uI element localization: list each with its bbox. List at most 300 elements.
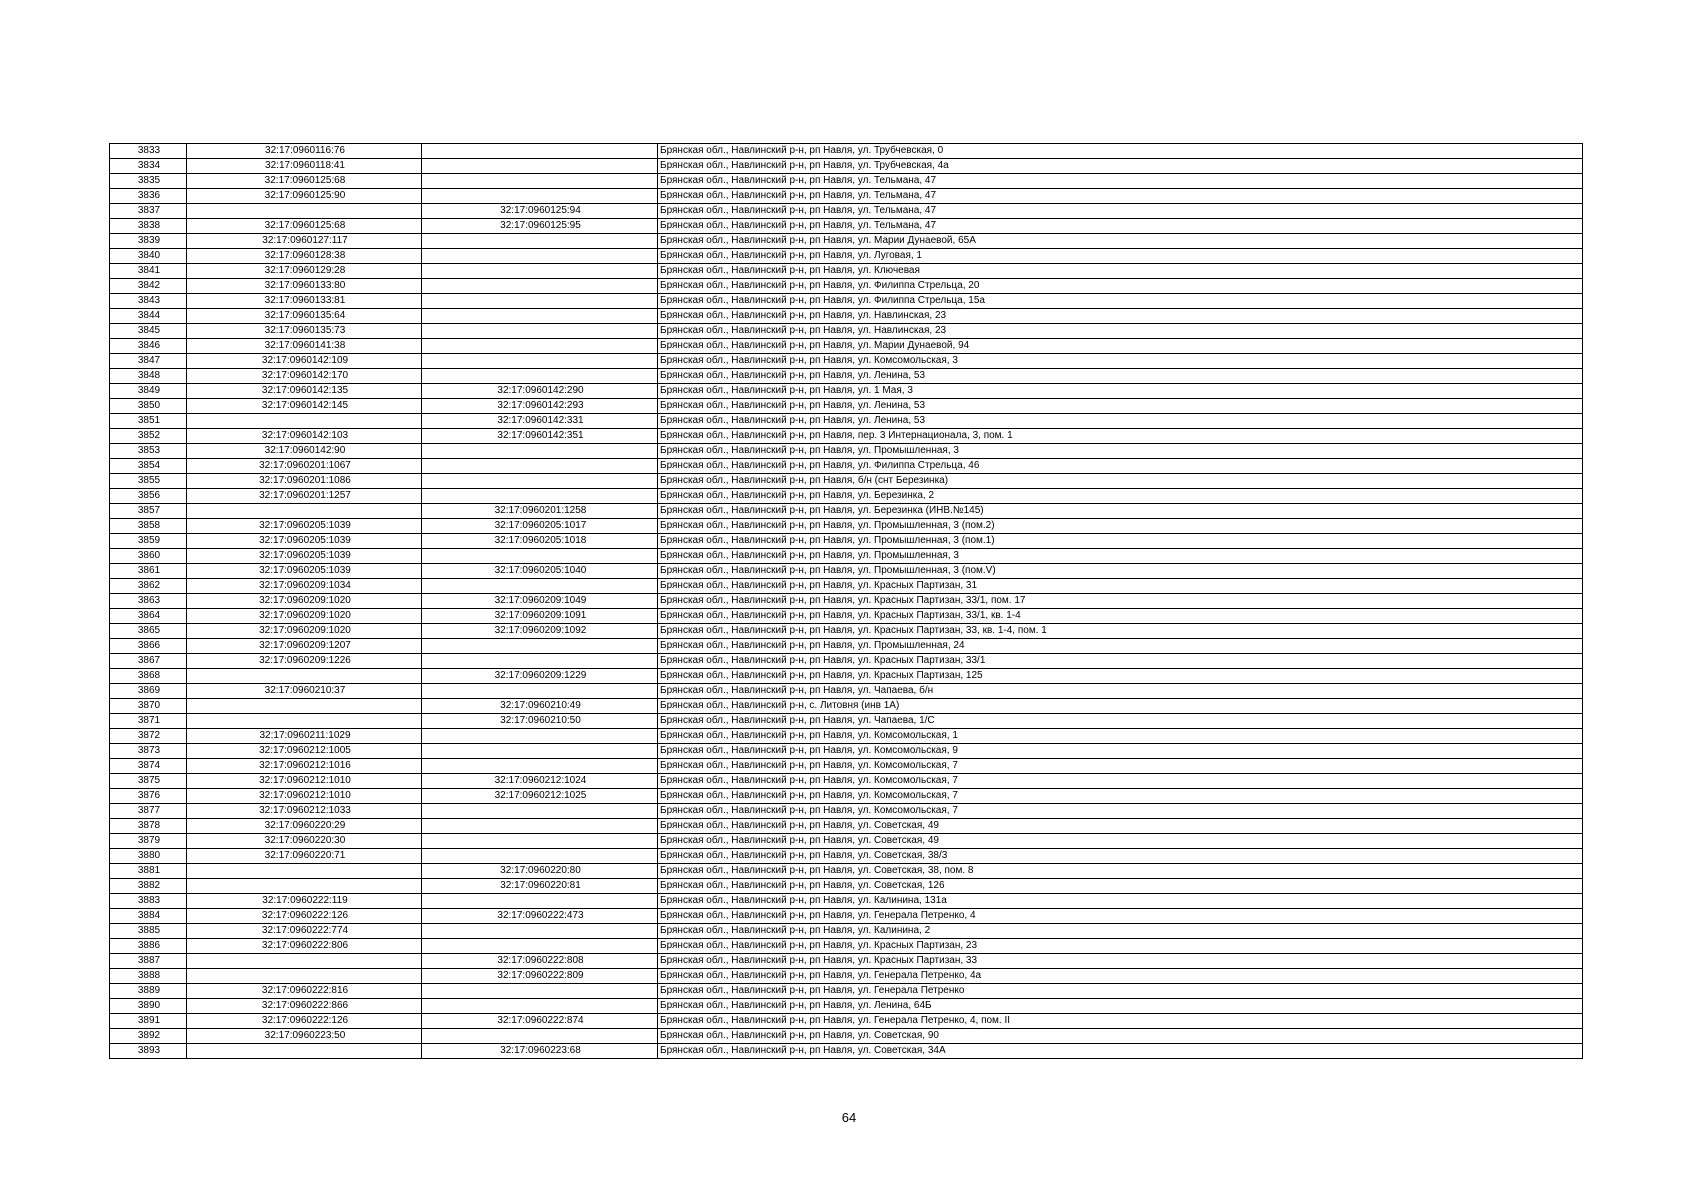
address-cell: Брянская обл., Навлинский р-н, рп Навля, ул. Марии Дунаевой, 94 [658, 339, 1583, 354]
row-number-cell: 3861 [110, 564, 187, 579]
address-cell: Брянская обл., Навлинский р-н, рп Навля, ул. Комсомольская, 1 [658, 729, 1583, 744]
row-number-cell: 3851 [110, 414, 187, 429]
row-number-cell: 3891 [110, 1014, 187, 1029]
linked-cadastral-number-cell [422, 489, 658, 504]
linked-cadastral-number-cell: 32:17:0960142:293 [422, 399, 658, 414]
linked-cadastral-number-cell [422, 324, 658, 339]
table-row [110, 744, 1583, 759]
linked-cadastral-number-cell: 32:17:0960142:351 [422, 429, 658, 444]
row-number-cell: 3841 [110, 264, 187, 279]
address-cell: Брянская обл., Навлинский р-н, рп Навля, ул. Промышленная, 24 [658, 639, 1583, 654]
cadastral-number-cell: 32:17:0960142:103 [187, 429, 422, 444]
table-row [110, 639, 1583, 654]
table-row [110, 894, 1583, 909]
table-row [110, 924, 1583, 939]
cadastral-number-cell [187, 879, 422, 894]
linked-cadastral-number-cell [422, 639, 658, 654]
table-row [110, 519, 1583, 534]
row-number-cell: 3853 [110, 444, 187, 459]
table-row [110, 969, 1583, 984]
row-number-cell: 3866 [110, 639, 187, 654]
row-number-cell: 3893 [110, 1044, 187, 1059]
cadastral-number-cell: 32:17:0960222:866 [187, 999, 422, 1014]
row-number-cell: 3848 [110, 369, 187, 384]
table-row [110, 264, 1583, 279]
address-cell: Брянская обл., Навлинский р-н, рп Навля, ул. Промышленная, 3 [658, 444, 1583, 459]
table-row [110, 804, 1583, 819]
address-cell: Брянская обл., Навлинский р-н, рп Навля, ул. Комсомольская, 7 [658, 804, 1583, 819]
address-cell: Брянская обл., Навлинский р-н, рп Навля, ул. Тельмана, 47 [658, 219, 1583, 234]
row-number-cell: 3865 [110, 624, 187, 639]
address-cell: Брянская обл., Навлинский р-н, рп Навля, ул. Ленина, 53 [658, 399, 1583, 414]
row-number-cell: 3856 [110, 489, 187, 504]
cadastral-number-cell: 32:17:0960212:1005 [187, 744, 422, 759]
cadastral-number-cell: 32:17:0960141:38 [187, 339, 422, 354]
table-row [110, 1014, 1583, 1029]
linked-cadastral-number-cell: 32:17:0960209:1092 [422, 624, 658, 639]
address-cell: Брянская обл., Навлинский р-н, рп Навля, ул. Навлинская, 23 [658, 324, 1583, 339]
cadastral-number-cell: 32:17:0960222:774 [187, 924, 422, 939]
linked-cadastral-number-cell: 32:17:0960205:1040 [422, 564, 658, 579]
cadastral-number-cell: 32:17:0960129:28 [187, 264, 422, 279]
row-number-cell: 3839 [110, 234, 187, 249]
cadastral-number-cell: 32:17:0960209:1020 [187, 624, 422, 639]
row-number-cell: 3849 [110, 384, 187, 399]
address-cell: Брянская обл., Навлинский р-н, рп Навля, ул. Красных Партизан, 125 [658, 669, 1583, 684]
cadastral-number-cell: 32:17:0960201:1086 [187, 474, 422, 489]
cadastral-number-cell: 32:17:0960211:1029 [187, 729, 422, 744]
cadastral-number-cell: 32:17:0960209:1207 [187, 639, 422, 654]
cadastral-number-cell: 32:17:0960210:37 [187, 684, 422, 699]
row-number-cell: 3837 [110, 204, 187, 219]
address-cell: Брянская обл., Навлинский р-н, рп Навля, ул. Филиппа Стрельца, 46 [658, 459, 1583, 474]
row-number-cell: 3862 [110, 579, 187, 594]
row-number-cell: 3874 [110, 759, 187, 774]
table-row [110, 729, 1583, 744]
linked-cadastral-number-cell: 32:17:0960209:1229 [422, 669, 658, 684]
linked-cadastral-number-cell [422, 984, 658, 999]
linked-cadastral-number-cell: 32:17:0960125:94 [422, 204, 658, 219]
cadastral-number-cell: 32:17:0960142:90 [187, 444, 422, 459]
table-row [110, 594, 1583, 609]
address-cell: Брянская обл., Навлинский р-н, рп Навля, ул. Калинина, 2 [658, 924, 1583, 939]
cadastral-number-cell: 32:17:0960205:1039 [187, 519, 422, 534]
row-number-cell: 3855 [110, 474, 187, 489]
row-number-cell: 3885 [110, 924, 187, 939]
table-row [110, 819, 1583, 834]
address-cell: Брянская обл., Навлинский р-н, с. Литовня (инв 1А) [658, 699, 1583, 714]
table-row [110, 174, 1583, 189]
linked-cadastral-number-cell [422, 654, 658, 669]
row-number-cell: 3860 [110, 549, 187, 564]
linked-cadastral-number-cell [422, 474, 658, 489]
address-cell: Брянская обл., Навлинский р-н, рп Навля, ул. Комсомольская, 7 [658, 774, 1583, 789]
address-cell: Брянская обл., Навлинский р-н, рп Навля, ул. Советская, 38/3 [658, 849, 1583, 864]
linked-cadastral-number-cell [422, 369, 658, 384]
table-row [110, 714, 1583, 729]
address-cell: Брянская обл., Навлинский р-н, рп Навля, ул. Красных Партизан, 33/1 [658, 654, 1583, 669]
table-row [110, 399, 1583, 414]
address-cell: Брянская обл., Навлинский р-н, рп Навля, ул. Марии Дунаевой, 65А [658, 234, 1583, 249]
row-number-cell: 3859 [110, 534, 187, 549]
address-cell: Брянская обл., Навлинский р-н, рп Навля, ул. Советская, 49 [658, 819, 1583, 834]
row-number-cell: 3876 [110, 789, 187, 804]
linked-cadastral-number-cell: 32:17:0960220:81 [422, 879, 658, 894]
page-number: 64 [841, 1110, 857, 1125]
row-number-cell: 3867 [110, 654, 187, 669]
linked-cadastral-number-cell: 32:17:0960220:80 [422, 864, 658, 879]
table-row [110, 384, 1583, 399]
row-number-cell: 3833 [110, 144, 187, 159]
cadastral-number-cell [187, 969, 422, 984]
row-number-cell: 3857 [110, 504, 187, 519]
row-number-cell: 3852 [110, 429, 187, 444]
cadastral-number-cell: 32:17:0960133:81 [187, 294, 422, 309]
cadastral-number-cell: 32:17:0960125:90 [187, 189, 422, 204]
linked-cadastral-number-cell: 32:17:0960210:50 [422, 714, 658, 729]
address-cell: Брянская обл., Навлинский р-н, рп Навля, ул. Промышленная, 3 [658, 549, 1583, 564]
row-number-cell: 3835 [110, 174, 187, 189]
cadastral-number-cell: 32:17:0960135:64 [187, 309, 422, 324]
table-row [110, 699, 1583, 714]
cadastral-number-cell: 32:17:0960212:1016 [187, 759, 422, 774]
address-cell: Брянская обл., Навлинский р-н, рп Навля, ул. Комсомольская, 9 [658, 744, 1583, 759]
cadastral-number-cell: 32:17:0960142:109 [187, 354, 422, 369]
address-cell: Брянская обл., Навлинский р-н, рп Навля, ул. Ключевая [658, 264, 1583, 279]
row-number-cell: 3886 [110, 939, 187, 954]
address-cell: Брянская обл., Навлинский р-н, рп Навля, ул. Тельмана, 47 [658, 174, 1583, 189]
row-number-cell: 3882 [110, 879, 187, 894]
row-number-cell: 3877 [110, 804, 187, 819]
linked-cadastral-number-cell [422, 819, 658, 834]
cadastral-number-cell: 32:17:0960222:119 [187, 894, 422, 909]
cadastral-number-cell: 32:17:0960128:38 [187, 249, 422, 264]
linked-cadastral-number-cell: 32:17:0960209:1049 [422, 594, 658, 609]
table-row [110, 504, 1583, 519]
row-number-cell: 3868 [110, 669, 187, 684]
address-cell: Брянская обл., Навлинский р-н, рп Навля, ул. Калинина, 131а [658, 894, 1583, 909]
cadastral-number-cell: 32:17:0960135:73 [187, 324, 422, 339]
row-number-cell: 3844 [110, 309, 187, 324]
address-cell: Брянская обл., Навлинский р-н, рп Навля, б/н (снт Березинка) [658, 474, 1583, 489]
address-cell: Брянская обл., Навлинский р-н, рп Навля, ул. Комсомольская, 7 [658, 759, 1583, 774]
table-row [110, 429, 1583, 444]
address-cell: Брянская обл., Навлинский р-н, рп Навля, ул. Трубчевская, 0 [658, 144, 1583, 159]
linked-cadastral-number-cell: 32:17:0960222:473 [422, 909, 658, 924]
row-number-cell: 3869 [110, 684, 187, 699]
linked-cadastral-number-cell [422, 849, 658, 864]
linked-cadastral-number-cell [422, 1029, 658, 1044]
address-cell: Брянская обл., Навлинский р-н, рп Навля, ул. Чапаева, б/н [658, 684, 1583, 699]
linked-cadastral-number-cell: 32:17:0960142:290 [422, 384, 658, 399]
table-row [110, 684, 1583, 699]
cadastral-number-cell: 32:17:0960209:1020 [187, 609, 422, 624]
row-number-cell: 3854 [110, 459, 187, 474]
table-row [110, 204, 1583, 219]
cadastral-number-cell: 32:17:0960201:1067 [187, 459, 422, 474]
registry-table-body [110, 144, 1583, 1059]
row-number-cell: 3884 [110, 909, 187, 924]
cadastral-number-cell: 32:17:0960222:126 [187, 909, 422, 924]
cadastral-number-cell: 32:17:0960209:1226 [187, 654, 422, 669]
address-cell: Брянская обл., Навлинский р-н, рп Навля, ул. 1 Мая, 3 [658, 384, 1583, 399]
address-cell: Брянская обл., Навлинский р-н, рп Навля, ул. Комсомольская, 7 [658, 789, 1583, 804]
cadastral-number-cell [187, 1044, 422, 1059]
cadastral-number-cell [187, 954, 422, 969]
linked-cadastral-number-cell [422, 249, 658, 264]
row-number-cell: 3845 [110, 324, 187, 339]
row-number-cell: 3887 [110, 954, 187, 969]
address-cell: Брянская обл., Навлинский р-н, рп Навля, ул. Красных Партизан, 23 [658, 939, 1583, 954]
cadastral-number-cell: 32:17:0960142:170 [187, 369, 422, 384]
table-row [110, 984, 1583, 999]
linked-cadastral-number-cell [422, 279, 658, 294]
linked-cadastral-number-cell [422, 264, 658, 279]
cadastral-number-cell [187, 864, 422, 879]
table-row [110, 954, 1583, 969]
cadastral-number-cell: 32:17:0960205:1039 [187, 534, 422, 549]
table-row [110, 564, 1583, 579]
row-number-cell: 3878 [110, 819, 187, 834]
linked-cadastral-number-cell [422, 744, 658, 759]
table-row [110, 339, 1583, 354]
cadastral-number-cell: 32:17:0960212:1010 [187, 789, 422, 804]
address-cell: Брянская обл., Навлинский р-н, рп Навля, ул. Красных Партизан, 33/1, пом. 17 [658, 594, 1583, 609]
row-number-cell: 3873 [110, 744, 187, 759]
address-cell: Брянская обл., Навлинский р-н, рп Навля, ул. Комсомольская, 3 [658, 354, 1583, 369]
linked-cadastral-number-cell [422, 999, 658, 1014]
row-number-cell: 3843 [110, 294, 187, 309]
table-row [110, 369, 1583, 384]
address-cell: Брянская обл., Навлинский р-н, рп Навля, ул. Советская, 126 [658, 879, 1583, 894]
linked-cadastral-number-cell [422, 939, 658, 954]
cadastral-number-cell: 32:17:0960133:80 [187, 279, 422, 294]
linked-cadastral-number-cell [422, 894, 658, 909]
cadastral-number-cell: 32:17:0960142:145 [187, 399, 422, 414]
row-number-cell: 3883 [110, 894, 187, 909]
address-cell: Брянская обл., Навлинский р-н, рп Навля, ул. Тельмана, 47 [658, 204, 1583, 219]
table-row [110, 234, 1583, 249]
linked-cadastral-number-cell [422, 804, 658, 819]
cadastral-number-cell [187, 204, 422, 219]
address-cell: Брянская обл., Навлинский р-н, рп Навля, ул. Промышленная, 3 (пом.2) [658, 519, 1583, 534]
cadastral-number-cell: 32:17:0960222:806 [187, 939, 422, 954]
cadastral-number-cell: 32:17:0960125:68 [187, 219, 422, 234]
linked-cadastral-number-cell: 32:17:0960209:1091 [422, 609, 658, 624]
table-row [110, 834, 1583, 849]
linked-cadastral-number-cell [422, 309, 658, 324]
table-row [110, 939, 1583, 954]
address-cell: Брянская обл., Навлинский р-н, рп Навля, ул. Тельмана, 47 [658, 189, 1583, 204]
table-row [110, 999, 1583, 1014]
cadastral-number-cell: 32:17:0960127:117 [187, 234, 422, 249]
linked-cadastral-number-cell [422, 354, 658, 369]
table-row [110, 159, 1583, 174]
row-number-cell: 3870 [110, 699, 187, 714]
table-row [110, 624, 1583, 639]
table-row [110, 864, 1583, 879]
table-row [110, 849, 1583, 864]
table-row [110, 219, 1583, 234]
table-row [110, 294, 1583, 309]
row-number-cell: 3863 [110, 594, 187, 609]
address-cell: Брянская обл., Навлинский р-н, рп Навля, ул. Навлинская, 23 [658, 309, 1583, 324]
row-number-cell: 3836 [110, 189, 187, 204]
table-row [110, 774, 1583, 789]
address-cell: Брянская обл., Навлинский р-н, рп Навля, ул. Генерала Петренко, 4, пом. II [658, 1014, 1583, 1029]
linked-cadastral-number-cell: 32:17:0960205:1018 [422, 534, 658, 549]
cadastral-number-cell: 32:17:0960223:50 [187, 1029, 422, 1044]
table-row [110, 1044, 1583, 1059]
table-row [110, 909, 1583, 924]
linked-cadastral-number-cell [422, 759, 658, 774]
cadastral-number-cell [187, 414, 422, 429]
linked-cadastral-number-cell [422, 159, 658, 174]
address-cell: Брянская обл., Навлинский р-н, рп Навля, ул. Красных Партизан, 33/1, кв. 1-4 [658, 609, 1583, 624]
table-row [110, 144, 1583, 159]
cadastral-number-cell: 32:17:0960142:135 [187, 384, 422, 399]
linked-cadastral-number-cell [422, 294, 658, 309]
row-number-cell: 3892 [110, 1029, 187, 1044]
row-number-cell: 3850 [110, 399, 187, 414]
linked-cadastral-number-cell: 32:17:0960223:68 [422, 1044, 658, 1059]
linked-cadastral-number-cell [422, 579, 658, 594]
row-number-cell: 3847 [110, 354, 187, 369]
address-cell: Брянская обл., Навлинский р-н, рп Навля, ул. Красных Партизан, 31 [658, 579, 1583, 594]
row-number-cell: 3889 [110, 984, 187, 999]
address-cell: Брянская обл., Навлинский р-н, рп Навля, ул. Филиппа Стрельца, 15а [658, 294, 1583, 309]
row-number-cell: 3880 [110, 849, 187, 864]
row-number-cell: 3858 [110, 519, 187, 534]
cadastral-number-cell [187, 699, 422, 714]
cadastral-number-cell [187, 669, 422, 684]
table-row [110, 309, 1583, 324]
linked-cadastral-number-cell: 32:17:0960222:809 [422, 969, 658, 984]
table-row [110, 444, 1583, 459]
row-number-cell: 3875 [110, 774, 187, 789]
address-cell: Брянская обл., Навлинский р-н, рп Навля, ул. Ленина, 53 [658, 414, 1583, 429]
address-cell: Брянская обл., Навлинский р-н, рп Навля, ул. Филиппа Стрельца, 20 [658, 279, 1583, 294]
linked-cadastral-number-cell [422, 684, 658, 699]
cadastral-number-cell: 32:17:0960212:1010 [187, 774, 422, 789]
row-number-cell: 3838 [110, 219, 187, 234]
row-number-cell: 3846 [110, 339, 187, 354]
table-row [110, 609, 1583, 624]
table-row [110, 669, 1583, 684]
linked-cadastral-number-cell [422, 549, 658, 564]
cadastral-number-cell: 32:17:0960220:29 [187, 819, 422, 834]
address-cell: Брянская обл., Навлинский р-н, рп Навля, пер. 3 Интернационала, 3, пом. 1 [658, 429, 1583, 444]
linked-cadastral-number-cell: 32:17:0960142:331 [422, 414, 658, 429]
table-row [110, 414, 1583, 429]
table-row [110, 789, 1583, 804]
cadastral-number-cell: 32:17:0960212:1033 [187, 804, 422, 819]
row-number-cell: 3879 [110, 834, 187, 849]
cadastral-number-cell: 32:17:0960209:1034 [187, 579, 422, 594]
address-cell: Брянская обл., Навлинский р-н, рп Навля, ул. Луговая, 1 [658, 249, 1583, 264]
table-row [110, 459, 1583, 474]
linked-cadastral-number-cell: 32:17:0960125:95 [422, 219, 658, 234]
linked-cadastral-number-cell: 32:17:0960201:1258 [422, 504, 658, 519]
table-row [110, 489, 1583, 504]
row-number-cell: 3890 [110, 999, 187, 1014]
linked-cadastral-number-cell: 32:17:0960212:1024 [422, 774, 658, 789]
address-cell: Брянская обл., Навлинский р-н, рп Навля, ул. Советская, 90 [658, 1029, 1583, 1044]
address-cell: Брянская обл., Навлинский р-н, рп Навля, ул. Ленина, 53 [658, 369, 1583, 384]
address-cell: Брянская обл., Навлинский р-н, рп Навля, ул. Советская, 34А [658, 1044, 1583, 1059]
cadastral-number-cell: 32:17:0960205:1039 [187, 549, 422, 564]
linked-cadastral-number-cell: 32:17:0960222:808 [422, 954, 658, 969]
address-cell: Брянская обл., Навлинский р-н, рп Навля, ул. Трубчевская, 4а [658, 159, 1583, 174]
table-row [110, 579, 1583, 594]
address-cell: Брянская обл., Навлинский р-н, рп Навля, ул. Березинка, 2 [658, 489, 1583, 504]
cadastral-number-cell [187, 504, 422, 519]
row-number-cell: 3872 [110, 729, 187, 744]
cadastral-number-cell: 32:17:0960222:816 [187, 984, 422, 999]
cadastral-number-cell: 32:17:0960201:1257 [187, 489, 422, 504]
address-cell: Брянская обл., Навлинский р-н, рп Навля, ул. Генерала Петренко, 4а [658, 969, 1583, 984]
row-number-cell: 3871 [110, 714, 187, 729]
linked-cadastral-number-cell: 32:17:0960222:874 [422, 1014, 658, 1029]
table-row [110, 654, 1583, 669]
address-cell: Брянская обл., Навлинский р-н, рп Навля, ул. Красных Партизан, 33, кв. 1-4, пом. 1 [658, 624, 1583, 639]
row-number-cell: 3834 [110, 159, 187, 174]
table-row [110, 534, 1583, 549]
address-cell: Брянская обл., Навлинский р-н, рп Навля, ул. Ленина, 64Б [658, 999, 1583, 1014]
table-row [110, 879, 1583, 894]
linked-cadastral-number-cell [422, 144, 658, 159]
linked-cadastral-number-cell [422, 339, 658, 354]
address-cell: Брянская обл., Навлинский р-н, рп Навля, ул. Чапаева, 1/С [658, 714, 1583, 729]
linked-cadastral-number-cell: 32:17:0960205:1017 [422, 519, 658, 534]
property-registry-table [109, 143, 1583, 1059]
row-number-cell: 3881 [110, 864, 187, 879]
row-number-cell: 3864 [110, 609, 187, 624]
address-cell: Брянская обл., Навлинский р-н, рп Навля, ул. Промышленная, 3 (пом.1) [658, 534, 1583, 549]
cadastral-number-cell: 32:17:0960116:76 [187, 144, 422, 159]
address-cell: Брянская обл., Навлинский р-н, рп Навля, ул. Советская, 49 [658, 834, 1583, 849]
address-cell: Брянская обл., Навлинский р-н, рп Навля, ул. Генерала Петренко, 4 [658, 909, 1583, 924]
address-cell: Брянская обл., Навлинский р-н, рп Навля, ул. Промышленная, 3 (пом.V) [658, 564, 1583, 579]
cadastral-number-cell [187, 714, 422, 729]
address-cell: Брянская обл., Навлинский р-н, рп Навля, ул. Генерала Петренко [658, 984, 1583, 999]
cadastral-number-cell: 32:17:0960220:71 [187, 849, 422, 864]
cadastral-number-cell: 32:17:0960220:30 [187, 834, 422, 849]
cadastral-number-cell: 32:17:0960205:1039 [187, 564, 422, 579]
table-row [110, 1029, 1583, 1044]
table-row [110, 549, 1583, 564]
linked-cadastral-number-cell [422, 729, 658, 744]
table-row [110, 354, 1583, 369]
table-row [110, 189, 1583, 204]
row-number-cell: 3842 [110, 279, 187, 294]
linked-cadastral-number-cell [422, 924, 658, 939]
cadastral-number-cell: 32:17:0960125:68 [187, 174, 422, 189]
linked-cadastral-number-cell [422, 174, 658, 189]
table-row [110, 279, 1583, 294]
cadastral-number-cell: 32:17:0960222:126 [187, 1014, 422, 1029]
table-row [110, 759, 1583, 774]
table-row [110, 474, 1583, 489]
linked-cadastral-number-cell [422, 459, 658, 474]
table-row [110, 249, 1583, 264]
linked-cadastral-number-cell: 32:17:0960212:1025 [422, 789, 658, 804]
linked-cadastral-number-cell [422, 189, 658, 204]
cadastral-number-cell: 32:17:0960118:41 [187, 159, 422, 174]
row-number-cell: 3840 [110, 249, 187, 264]
cadastral-number-cell: 32:17:0960209:1020 [187, 594, 422, 609]
linked-cadastral-number-cell: 32:17:0960210:49 [422, 699, 658, 714]
